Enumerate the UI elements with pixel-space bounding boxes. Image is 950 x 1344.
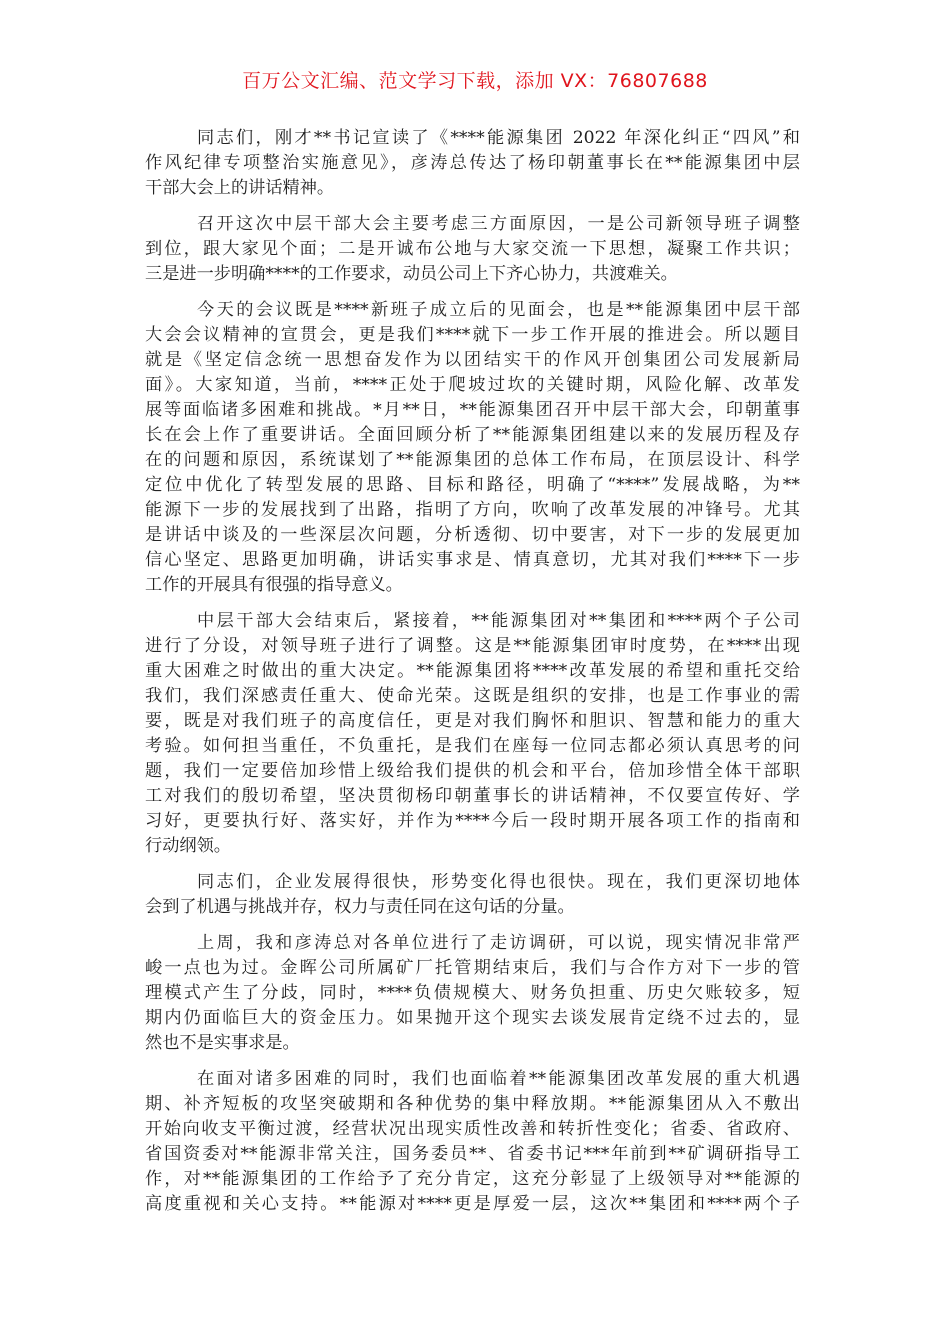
text-line: 在面对诸多困难的同时，我们也面临着**能源集团改革发展的重大机遇	[197, 1069, 800, 1089]
watermark-banner: 百万公文汇编、范文学习下载，添加 VX：76807688	[242, 70, 708, 92]
paragraph	[145, 126, 800, 201]
paragraph	[145, 212, 800, 287]
paragraph	[145, 931, 800, 1056]
text-line: 省国资委对**能源非常关注，国务委员**、省委书记***年前到**矿调研指导工	[145, 1144, 800, 1164]
text-line: 在的问题和原因，系统谋划了**能源集团的总体工作布局，在顶层设计、科学	[145, 450, 800, 470]
text-line: 到位，跟大家见个面；二是开诚布公地与大家交流一下思想，凝聚工作共识；	[145, 239, 800, 259]
text-line: 要，既是对我们班子的高度信任，更是对我们胸怀和胆识、智慧和能力的重大	[145, 711, 800, 731]
paragraph	[145, 1067, 800, 1217]
text-line: 定位中优化了转型发展的思路、目标和路径，明确了“****”发展战略，为**	[145, 475, 800, 495]
text-line: 信心坚定、思路更加明确，讲话实事求是、情真意切，尤其对我们****下一步	[145, 550, 800, 570]
text-line: 峻一点也为过。金晖公司所属矿厂托管期结束后，我们与合作方对下一步的管	[145, 958, 800, 978]
text-line: 同志们，刚才**书记宣读了《****能源集团 2022 年深化纠正“四风”和	[197, 128, 800, 148]
text-line: 工对我们的殷切希望，坚决贯彻杨印朝董事长的讲话精神，不仅要宣传好、学	[145, 786, 800, 806]
text-line: 今天的会议既是****新班子成立后的见面会，也是**能源集团中层干部	[197, 300, 800, 320]
text-line: 展等面临诸多困难和挑战。*月**日，**能源集团召开中层干部大会，印朝董事	[145, 400, 800, 420]
text-line: 能源下一步的发展找到了出路，指明了方向，吹响了改革发展的冲锋号。尤其	[145, 500, 800, 520]
text-line: 会到了机遇与挑战并存，权力与责任同在这句话的分量。	[145, 897, 575, 917]
text-line: 三是进一步明确****的工作要求，动员公司上下齐心协力，共渡难关。	[145, 264, 678, 284]
text-line: 题，我们一定要倍加珍惜上级给我们提供的机会和平台，倍加珍惜全体干部职	[145, 761, 800, 781]
text-line: 大会会议精神的宣贯会，更是我们****就下一步工作开展的推进会。所以题目	[145, 325, 800, 345]
document-body	[145, 126, 800, 1228]
text-line: 是讲话中谈及的一些深层次问题，分析透彻、切中要害，对下一步的发展更加	[145, 525, 800, 545]
paragraph	[145, 298, 800, 598]
text-line: 行动纲领。	[145, 836, 231, 856]
text-line: 就是《坚定信念统一思想奋发作为以团结实干的作风开创集团公司发展新局	[145, 350, 800, 370]
text-line: 干部大会上的讲话精神。	[145, 178, 335, 198]
text-line: 期内仍面临巨大的资金压力。如果抛开这个现实去谈发展肯定绕不过去的，显	[145, 1008, 800, 1028]
text-line: 中层干部大会结束后，紧接着，**能源集团对**集团和****两个子公司	[197, 611, 800, 631]
paragraph	[145, 870, 800, 920]
text-line: 高度重视和关心支持。**能源对****更是厚爱一层，这次**集团和****两个子	[145, 1194, 800, 1214]
text-line: 长在会上作了重要讲话。全面回顾分析了**能源集团组建以来的发展历程及存	[145, 425, 800, 445]
text-line: 作风纪律专项整治实施意见》，彦涛总传达了杨印朝董事长在**能源集团中层	[145, 153, 800, 173]
text-line: 考验。如何担当重任，不负重托，是我们在座每一位同志都必须认真思考的问	[145, 736, 800, 756]
paragraph	[145, 609, 800, 859]
text-line: 我们，我们深感责任重大、使命光荣。这既是组织的安排，也是工作事业的需	[145, 686, 800, 706]
text-line: 重大困难之时做出的重大决定。**能源集团将****改革发展的希望和重托交给	[145, 661, 800, 681]
text-line: 开始向收支平衡过渡，经营状况出现实质性改善和转折性变化；省委、省政府、	[145, 1119, 800, 1139]
text-line: 召开这次中层干部大会主要考虑三方面原因，一是公司新领导班子调整	[197, 214, 800, 234]
text-line: 上周，我和彦涛总对各单位进行了走访调研，可以说，现实情况非常严	[197, 933, 800, 953]
text-line: 习好，更要执行好、落实好，并作为****今后一段时期开展各项工作的指南和	[145, 811, 800, 831]
text-line: 面》。大家知道，当前，****正处于爬坡过坎的关键时期，风险化解、改革发	[145, 375, 800, 395]
text-line: 进行了分设，对领导班子进行了调整。这是**能源集团审时度势，在****出现	[145, 636, 800, 656]
text-line: 理模式产生了分歧，同时，****负债规模大、财务负担重、历史欠账较多，短	[145, 983, 800, 1003]
text-line: 工作的开展具有很强的指导意义。	[145, 575, 403, 595]
text-line: 作，对**能源集团的工作给予了充分肯定，这充分彰显了上级领导对**能源的	[145, 1169, 800, 1189]
text-line: 同志们，企业发展得很快，形势变化得也很快。现在，我们更深切地体	[197, 872, 800, 892]
text-line: 然也不是实事求是。	[145, 1033, 300, 1053]
text-line: 期、补齐短板的攻坚突破期和各种优势的集中释放期。**能源集团从入不敷出	[145, 1094, 800, 1114]
